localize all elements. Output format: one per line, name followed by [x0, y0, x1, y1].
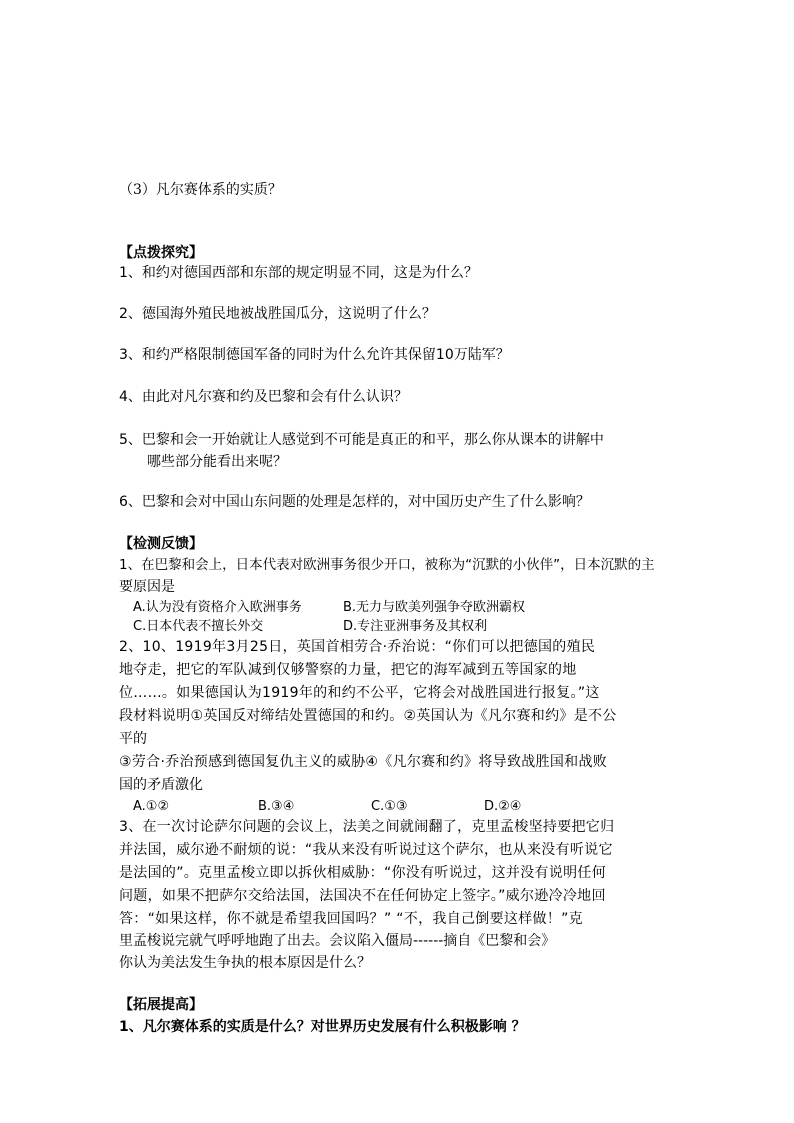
- feedback-q1-line-1: 1、在巴黎和会上，日本代表对欧洲事务很少开口，被称为“沉默的小伙伴”，日本沉默的主: [119, 557, 655, 573]
- explore-question-1: 1、和约对德国西部和东部的规定明显不同，这是为什么？: [119, 265, 478, 281]
- q3-title: （3）凡尔赛体系的实质？: [119, 182, 282, 198]
- feedback-q2-line-5: 平的: [119, 731, 147, 747]
- feedback-q3-line-3: 是法国的”。克里孟梭立即以拆伙相威胁：“你没有听说过，这并没有说明任何: [119, 865, 607, 881]
- explore-question-6: 6、巴黎和会对中国山东问题的处理是怎样的，对中国历史产生了什么影响？: [119, 494, 590, 510]
- feedback-q3-line-7: 你认为美法发生争执的根本原因是什么？: [119, 955, 371, 971]
- feedback-q3-line-6: 里孟梭说完就气呼呼地跑了出去。会议陷入僵局------摘自《巴黎和会》: [119, 933, 556, 949]
- feedback-q1-option-a: A.认为没有资格介入欧洲事务: [133, 600, 302, 615]
- feedback-q2-line-7: 国的矛盾激化: [119, 777, 203, 793]
- explore-question-2: 2、德国海外殖民地被战胜国瓜分，这说明了什么？: [119, 306, 436, 322]
- feedback-q2-line-2: 地夺走，把它的军队减到仅够警察的力量，把它的海军减到五等国家的地: [119, 662, 577, 678]
- section-heading-extend: 【拓展提高】: [119, 997, 203, 1013]
- feedback-q2-line-3: 位……。如果德国认为1919年的和约不公平，它将会对战胜国进行报复。”这: [119, 685, 600, 701]
- feedback-q1-line-2: 要原因是: [119, 579, 175, 595]
- explore-question-4: 4、由此对凡尔赛和约及巴黎和会有什么认识？: [119, 389, 408, 405]
- feedback-q2-option-c: C.①③: [371, 799, 408, 814]
- feedback-q2-option-a: A.①②: [133, 799, 170, 814]
- feedback-q2-line-4: 段材料说明①英国反对缔结处置德国的和约。②英国认为《凡尔赛和约》是不公: [119, 708, 617, 724]
- section-heading-feedback: 【检测反馈】: [119, 536, 203, 552]
- explore-question-5-line-2: 哪些部分能看出来呢？: [147, 454, 287, 470]
- feedback-q2-option-b: B.③④: [258, 799, 295, 814]
- feedback-q2-line-1: 2、10、1919年3月25日，英国首相劳合·乔治说：“你们可以把德国的殖民: [119, 639, 596, 655]
- feedback-q1-option-d: D.专注亚洲事务及其权利: [343, 619, 488, 634]
- feedback-q3-line-5: 答：“如果这样，你不就是希望我回国吗？” “不，我自己倒要这样做！”克: [119, 911, 583, 927]
- feedback-q1-option-b: B.无力与欧美列强争夺欧洲霸权: [343, 600, 526, 615]
- feedback-q3-line-2: 并法国，威尔逊不耐烦的说：“我从来没有听说过这个萨尔，也从来没有听说它: [119, 842, 613, 858]
- explore-question-5-line-1: 5、巴黎和会一开始就让人感觉到不可能是真正的和平，那么你从课本的讲解中: [119, 432, 604, 448]
- feedback-q3-line-4: 问题，如果不把萨尔交给法国，法国决不在任何协定上签字。”威尔逊冷冷地回: [119, 888, 606, 904]
- feedback-q2-line-6: ③劳合·乔治预感到德国复仇主义的威胁④《凡尔赛和约》将导致战胜国和战败: [119, 754, 608, 770]
- feedback-q3-line-1: 3、在一次讨论萨尔问题的会议上，法美之间就闹翻了，克里孟梭坚持要把它归: [119, 819, 615, 835]
- feedback-q1-option-c: C.日本代表不擅长外交: [133, 619, 264, 634]
- section-heading-explore: 【点拨探究】: [119, 245, 203, 261]
- extend-question-1: 1、凡尔赛体系的实质是什么？对世界历史发展有什么积极影响 ？: [119, 1019, 526, 1035]
- feedback-q2-option-d: D.②④: [484, 799, 522, 814]
- explore-question-3: 3、和约严格限制德国军备的同时为什么允许其保留10万陆军？: [119, 347, 510, 363]
